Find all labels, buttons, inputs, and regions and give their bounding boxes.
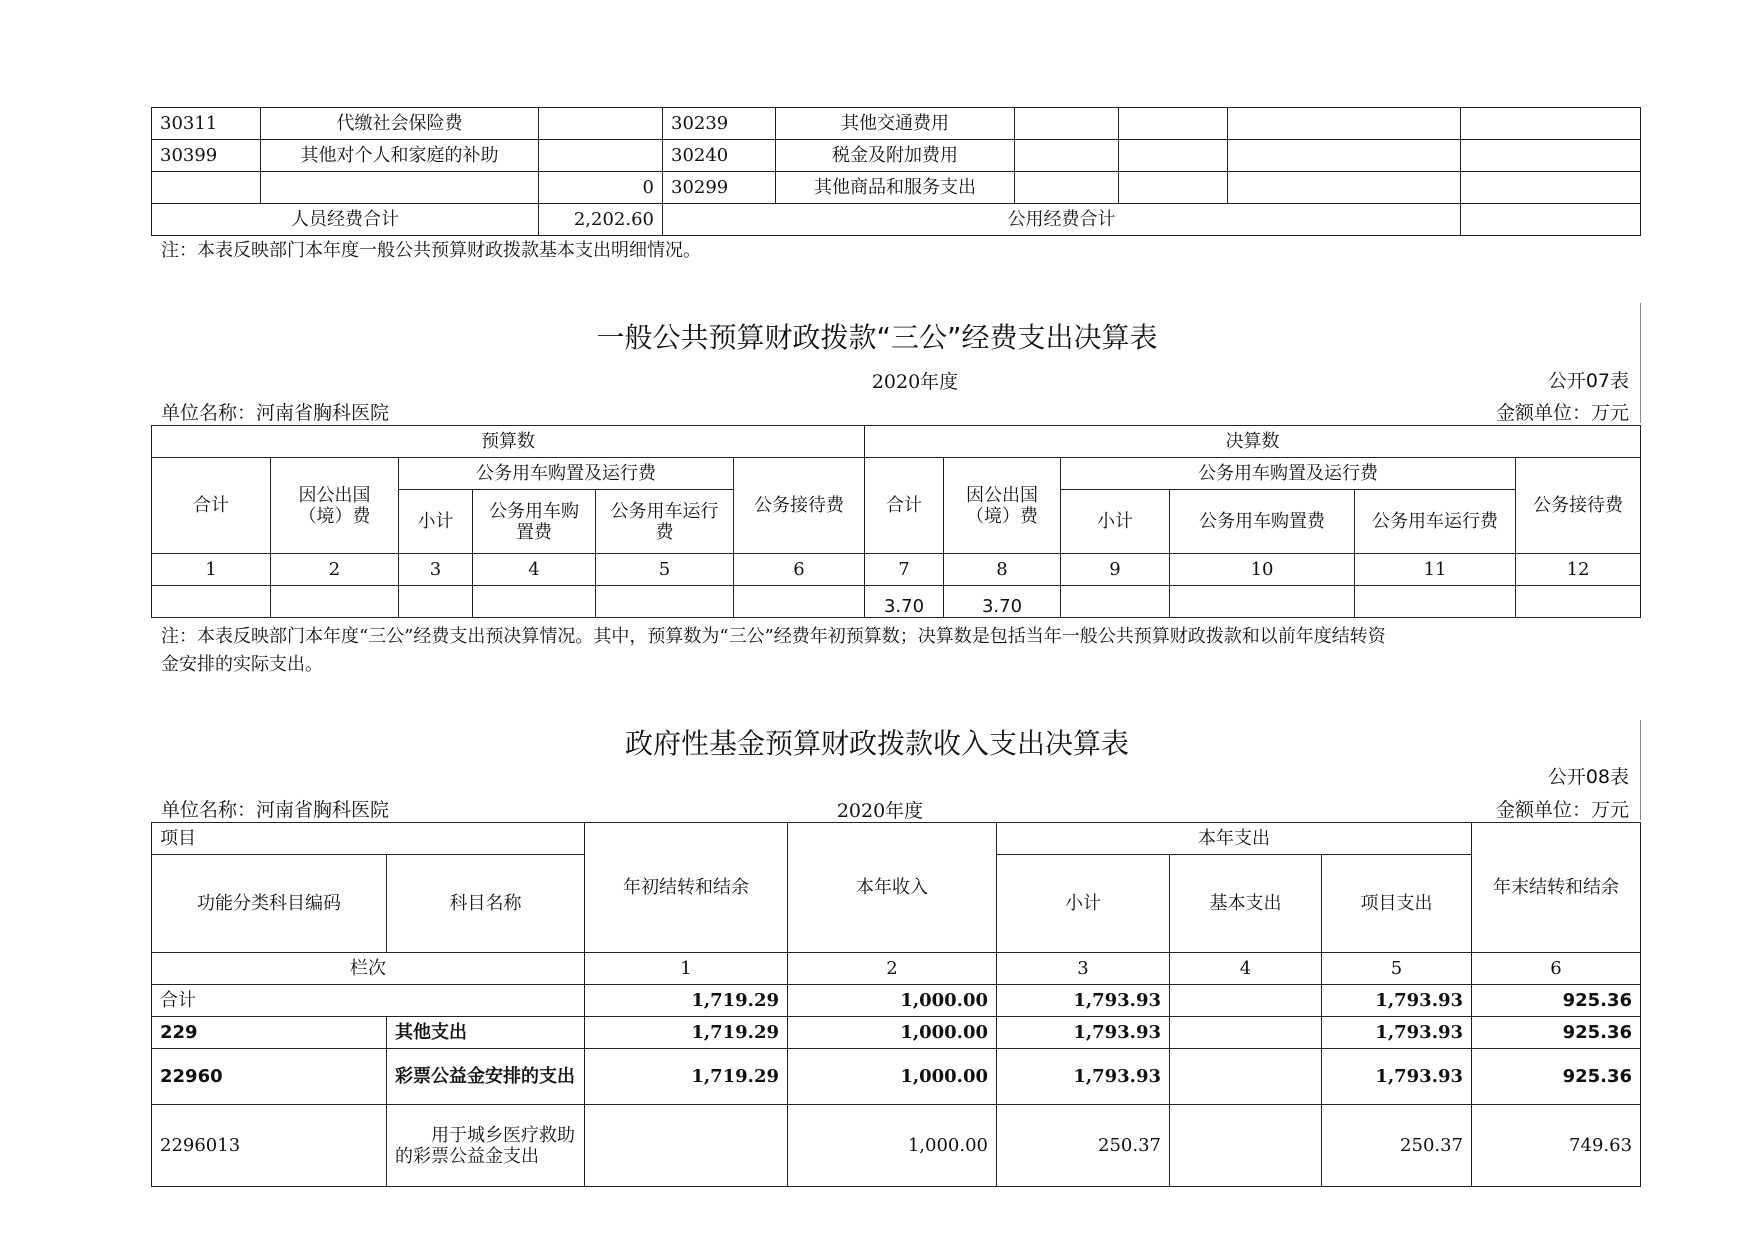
table-08-unit: 单位名称：河南省胸科医院	[161, 799, 390, 821]
cell-name: 其他支出	[387, 1017, 585, 1049]
cell-value: 1,793.93	[997, 985, 1170, 1017]
cell-name: 其他交通费用	[776, 108, 1015, 140]
header-car: 公务用车购置及运行费	[399, 458, 734, 490]
cell-value: 925.36	[1472, 1017, 1641, 1049]
header-car-run: 公务用车运行费	[596, 490, 734, 554]
col-number: 3	[997, 953, 1170, 985]
cell-value: 1,793.93	[1322, 1049, 1472, 1105]
col-number: 9	[1061, 554, 1170, 586]
three-public-expense-table	[151, 425, 1641, 618]
header-abroad: 因公出国（境）费	[271, 458, 399, 554]
cell-name: 用于城乡医疗救助的彩票公益金支出	[387, 1105, 585, 1187]
cell-code: 2296013	[152, 1105, 387, 1187]
final-abroad-value: 3.70	[944, 586, 1061, 618]
table-08-code: 公开08表	[1547, 766, 1629, 788]
cell-value: 925.36	[1472, 985, 1641, 1017]
table-06-note: 注：本表反映部门本年度一般公共预算财政拨款基本支出明细情况。	[161, 240, 701, 261]
table-07-year: 2020年度	[871, 371, 959, 393]
col-number: 6	[1472, 953, 1641, 985]
cell-code: 229	[152, 1017, 387, 1049]
header-car: 公务用车购置及运行费	[1061, 458, 1516, 490]
cell-value	[1170, 1105, 1322, 1187]
cell-value: 250.37	[1322, 1105, 1472, 1187]
cell-value	[1170, 985, 1322, 1017]
cell-code	[152, 172, 261, 204]
header-col-no: 栏次	[152, 953, 585, 985]
cell-value	[1516, 586, 1641, 618]
table-07-title: 一般公共预算财政拨款“三公”经费支出决算表	[596, 321, 1158, 354]
table-07-unit: 单位名称：河南省胸科医院	[161, 402, 390, 424]
cell-code: 30399	[152, 140, 261, 172]
col-number: 10	[1170, 554, 1355, 586]
table-row	[152, 140, 1641, 172]
header-basic: 基本支出	[1170, 855, 1322, 953]
table-row	[152, 1017, 1641, 1049]
col-number: 1	[585, 953, 788, 985]
cell-value: 1,000.00	[788, 1049, 997, 1105]
header-expense: 本年支出	[997, 823, 1472, 855]
cell-name: 其他对个人和家庭的补助	[261, 140, 539, 172]
final-header: 决算数	[865, 426, 1641, 458]
value-row	[152, 586, 1641, 618]
header-subtotal: 小计	[399, 490, 473, 554]
cell-code: 30311	[152, 108, 261, 140]
personnel-total-value: 2,202.60	[539, 204, 663, 236]
table-08-currency: 金额单位：万元	[1495, 799, 1629, 821]
gov-fund-budget-table	[151, 822, 1641, 1187]
table-08-title: 政府性基金预算财政拨款收入支出决算表	[624, 727, 1129, 760]
cell-value	[1355, 586, 1516, 618]
header-subject: 科目名称	[387, 855, 585, 953]
cell-value	[1170, 1017, 1322, 1049]
column-number-row	[152, 953, 1641, 985]
header-car-buy: 公务用车购置费	[473, 490, 596, 554]
col-number: 5	[596, 554, 734, 586]
cell-name: 税金及附加费用	[776, 140, 1015, 172]
header-project: 项目支出	[1322, 855, 1472, 953]
col-number: 6	[734, 554, 865, 586]
table-07-note-line1: 注：本表反映部门本年度“三公”经费支出预决算情况。其中，预算数为“三公”经费年初预算数；决算数是包括当年一般公共预算财政拨款和以前年度结转资	[161, 626, 1386, 647]
cell-value: 1,719.29	[585, 985, 788, 1017]
header-reception: 公务接待费	[1516, 458, 1641, 554]
cell-value: 1,000.00	[788, 1105, 997, 1187]
budget-header: 预算数	[152, 426, 865, 458]
table-row	[152, 172, 1641, 204]
table-total-row	[152, 204, 1641, 236]
cell-value: 1,793.93	[1322, 1017, 1472, 1049]
col-number: 7	[865, 554, 944, 586]
col-number: 3	[399, 554, 473, 586]
cell-value: 925.36	[1472, 1049, 1641, 1105]
cell-value: 1,000.00	[788, 1017, 997, 1049]
header-begin-balance: 年初结转和结余	[585, 823, 788, 953]
final-total-value: 3.70	[865, 586, 944, 618]
col-number: 4	[1170, 953, 1322, 985]
total-label: 合计	[152, 985, 585, 1017]
table-07-code: 公开07表	[1547, 370, 1629, 392]
header-abroad: 因公出国（境）费	[944, 458, 1061, 554]
cell-value	[539, 108, 663, 140]
cell-value: 1,793.93	[997, 1017, 1170, 1049]
header-car-buy: 公务用车购置费	[1170, 490, 1355, 554]
table-row	[152, 1049, 1641, 1105]
cell-value	[1170, 1049, 1322, 1105]
col-number: 4	[473, 554, 596, 586]
cell-value	[271, 586, 399, 618]
header-func-code: 功能分类科目编码	[152, 855, 387, 953]
public-total-label: 公用经费合计	[663, 204, 1461, 236]
cell-value: 250.37	[997, 1105, 1170, 1187]
cell-value	[539, 140, 663, 172]
header-income: 本年收入	[788, 823, 997, 953]
table-total-row	[152, 985, 1641, 1017]
col-number: 8	[944, 554, 1061, 586]
cell-value: 1,000.00	[788, 985, 997, 1017]
col-number: 12	[1516, 554, 1641, 586]
table-07-note-line2: 金安排的实际支出。	[161, 654, 323, 675]
cell-value	[1170, 586, 1355, 618]
cell-code: 30299	[663, 172, 776, 204]
cell-value	[473, 586, 596, 618]
header-end-balance: 年末结转和结余	[1472, 823, 1641, 953]
cell-name: 代缴社会保险费	[261, 108, 539, 140]
cell-value: 1,793.93	[1322, 985, 1472, 1017]
cell-value: 1,793.93	[997, 1049, 1170, 1105]
cell-code: 30239	[663, 108, 776, 140]
cell-value: 1,719.29	[585, 1049, 788, 1105]
cell-value	[585, 1105, 788, 1187]
cell-name	[261, 172, 539, 204]
header-total: 合计	[152, 458, 271, 554]
basic-expense-detail-table	[151, 107, 1641, 236]
cell-value	[399, 586, 473, 618]
cell-value: 1,719.29	[585, 1017, 788, 1049]
cell-value: 0	[539, 172, 663, 204]
header-car-run: 公务用车运行费	[1355, 490, 1516, 554]
header-subtotal: 小计	[1061, 490, 1170, 554]
cell-value	[734, 586, 865, 618]
header-item: 项目	[152, 823, 585, 855]
cell-value	[1061, 586, 1170, 618]
table-row	[152, 1105, 1641, 1187]
col-number: 2	[271, 554, 399, 586]
header-total: 合计	[865, 458, 944, 554]
column-number-row	[152, 554, 1641, 586]
col-number: 1	[152, 554, 271, 586]
col-number: 2	[788, 953, 997, 985]
cell-value: 749.63	[1472, 1105, 1641, 1187]
cell-code: 30240	[663, 140, 776, 172]
table-07-currency: 金额单位：万元	[1495, 402, 1629, 424]
table-row	[152, 108, 1641, 140]
cell-value	[152, 586, 271, 618]
cell-name: 其他商品和服务支出	[776, 172, 1015, 204]
table-08-year: 2020年度	[836, 800, 924, 822]
col-number: 5	[1322, 953, 1472, 985]
col-number: 11	[1355, 554, 1516, 586]
personnel-total-label: 人员经费合计	[152, 204, 539, 236]
cell-code: 22960	[152, 1049, 387, 1105]
header-subtotal: 小计	[997, 855, 1170, 953]
cell-value	[596, 586, 734, 618]
cell-name: 彩票公益金安排的支出	[387, 1049, 585, 1105]
header-reception: 公务接待费	[734, 458, 865, 554]
